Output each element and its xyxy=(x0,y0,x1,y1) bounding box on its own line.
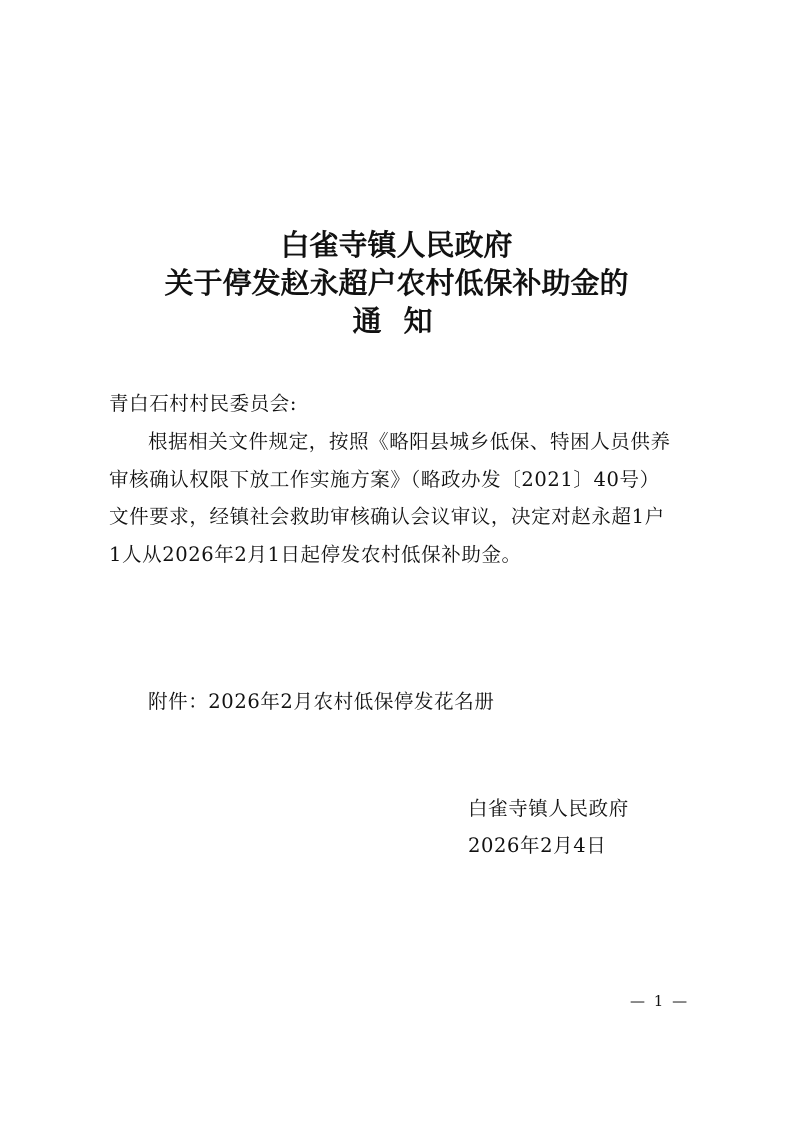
body-paragraph xyxy=(109,423,709,573)
signature-date: 2026年2月4日 xyxy=(468,834,607,857)
body-line-4: 1人从2026年2月1日起停发农村低保补助金。 xyxy=(109,542,522,566)
document-title xyxy=(0,226,793,340)
title-doc-type-line: 通知 xyxy=(352,304,455,338)
signature-issuer: 白雀寺镇人民政府 xyxy=(468,797,629,820)
attachment-note: 附件：2026年2月农村低保停发花名册 xyxy=(148,690,495,713)
title-issuer-line: 白雀寺镇人民政府 xyxy=(280,228,513,262)
salutation: 青白石村村民委员会: xyxy=(109,392,298,415)
body-line-3: 文件要求，经镇社会救助审核确认会议审议，决定对赵永超1户 xyxy=(109,505,665,528)
body-line-1: 根据相关文件规定，按照《略阳县城乡低保、特困人员供养 xyxy=(148,430,671,453)
title-subject-line: 关于停发赵永超户农村低保补助金的 xyxy=(164,266,629,300)
body-line-2: 审核确认权限下放工作实施方案》（略政办发〔2021〕40号） xyxy=(109,467,660,491)
page-number: — 1 — xyxy=(630,992,690,1010)
